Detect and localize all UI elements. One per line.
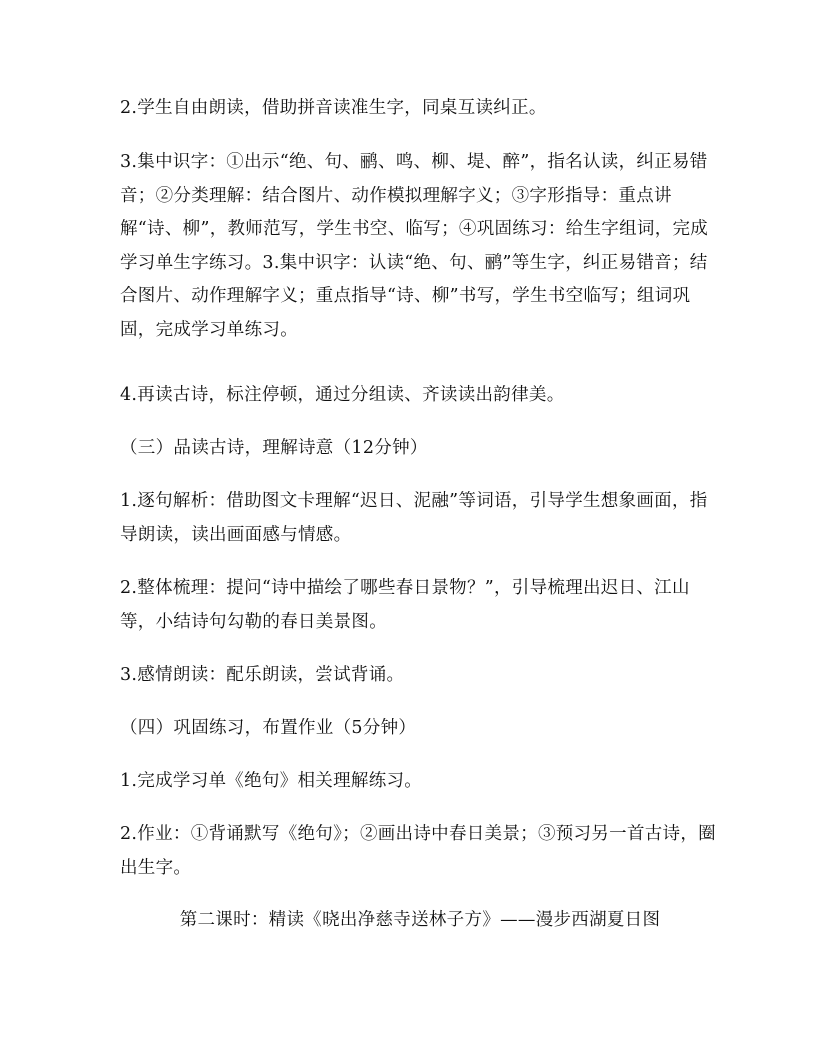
section-3-heading: （三）品读古诗，理解诗意（12分钟） bbox=[120, 438, 428, 458]
section-4-heading: （四）巩固练习，布置作业（5分钟） bbox=[120, 718, 417, 738]
paragraph-analysis-3: 3.感情朗读：配乐朗读，尝试背诵。 bbox=[120, 665, 405, 685]
paragraph-step-3-literacy: 3.集中识字：①出示“绝、句、鹂、鸣、柳、堤、醉”，指名认读，纠正易错音；②分类理解：结合图片、动作模拟理解字义；③字形指导：重点讲解“诗、柳”，教师范写，学生书空、临写；④巩固练习：给生字组词，完成学习单生字练习。3.集中识字：认读“绝、句、鹂”等生字，纠正易错音；结合图片、动作理解字义；重点指导“诗、柳”书写，学生书空临写；组词巩固，完成学习单练习。 bbox=[120, 152, 709, 340]
paragraph-step-4: 4.再读古诗，标注停顿，通过分组读、齐读读出韵律美。 bbox=[120, 385, 565, 405]
lesson-2-heading: 第二课时：精读《晓出净慈寺送林子方》——漫步西湖夏日图 bbox=[179, 910, 661, 930]
paragraph-homework: 2.作业：①背诵默写《绝句》；②画出诗中春日美景；③预习另一首古诗，圈出生字。 bbox=[120, 824, 716, 878]
paragraph-practice-1: 1.完成学习单《绝句》相关理解练习。 bbox=[120, 771, 423, 791]
paragraph-analysis-2: 2.整体梳理：提问“诗中描绘了哪些春日景物？”，引导梳理出迟日、江山等，小结诗句勾勒的春日美景图。 bbox=[120, 578, 690, 632]
paragraph-step-2: 2.学生自由朗读，借助拼音读准生字，同桌互读纠正。 bbox=[120, 98, 547, 118]
paragraph-analysis-1: 1.逐句解析：借助图文卡理解“迟日、泥融”等词语，引导学生想象画面，指导朗读，读出画面感与情感。 bbox=[120, 491, 708, 545]
